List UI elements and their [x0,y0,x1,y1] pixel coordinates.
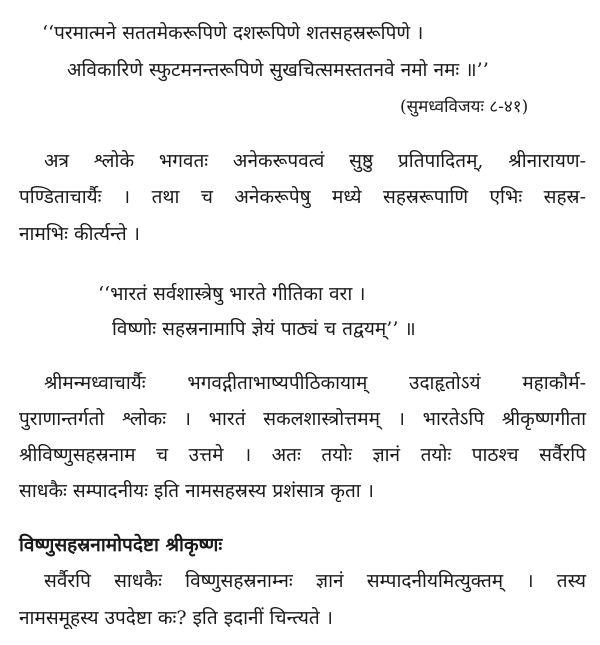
para3-line1: सर्वैरपि साधकैः विष्णुसहस्रनाम्नः ज्ञानं सम्पादनीयमित्युक्तम् । तस्य [44,570,586,592]
para2-line4: साधकैः सम्पादनीयः इति नामसहस्रस्य प्रशंसात्र कृता । [19,480,374,502]
para2-line2: पुराणान्तर्गतो श्लोकः । भारतं सकलशास्त्रोत्तमम् । भारतेऽपि श्रीकृष्णगीता [19,408,586,430]
para2-line1: श्रीमन्मध्वाचार्यैः भगवद्गीताभाष्यपीठिकायाम् उदाहृतोऽयं महाकौर्म- [44,372,586,394]
verse1-source: (सुमध्वविजयः ८-४१) [400,97,529,117]
para1-line1: अत्र श्लोके भगवतः अनेकरूपवत्वं सुष्ठु प्रतिपादितम्, श्रीनारायण- [44,150,586,172]
verse1-line2: अविकारिणे स्फुटमनन्तरूपिणे सुखचित्समस्ततनवे नमो नमः ॥’’ [67,59,489,81]
para2-line3: श्रीविष्णुसहस्रनाम च उत्तमे । अतः तयोः ज्ञानं तयोः पाठश्च सर्वैरपि [19,444,586,466]
para3-line2: नामसमूहस्य उपदेष्टा कः? इति इदानीं चिन्त्यते । [19,607,334,629]
verse2-line1: ‘‘भारतं सर्वशास्त्रेषु भारते गीतिका वरा । [98,283,366,305]
para1-line3: नामभिः कीर्त्यन्ते । [19,223,140,245]
para1-line2: पण्डिताचार्यैः । तथा च अनेकरूपेषु मध्ये सहस्ररूपाणि एभिः सहस्र- [19,186,586,208]
section-heading: विष्णुसहस्रनामोपदेष्टा श्रीकृष्णः [19,534,223,556]
verse2-line2: विष्णोः सहस्रनामापि ज्ञेयं पाठ्यं च तद्वयम्’’ ॥ [112,318,416,340]
verse1-line1: ‘‘परमात्मने सततमेकरूपिणे दशरूपिणे शतसहस्ररूपिणे । [42,22,424,44]
